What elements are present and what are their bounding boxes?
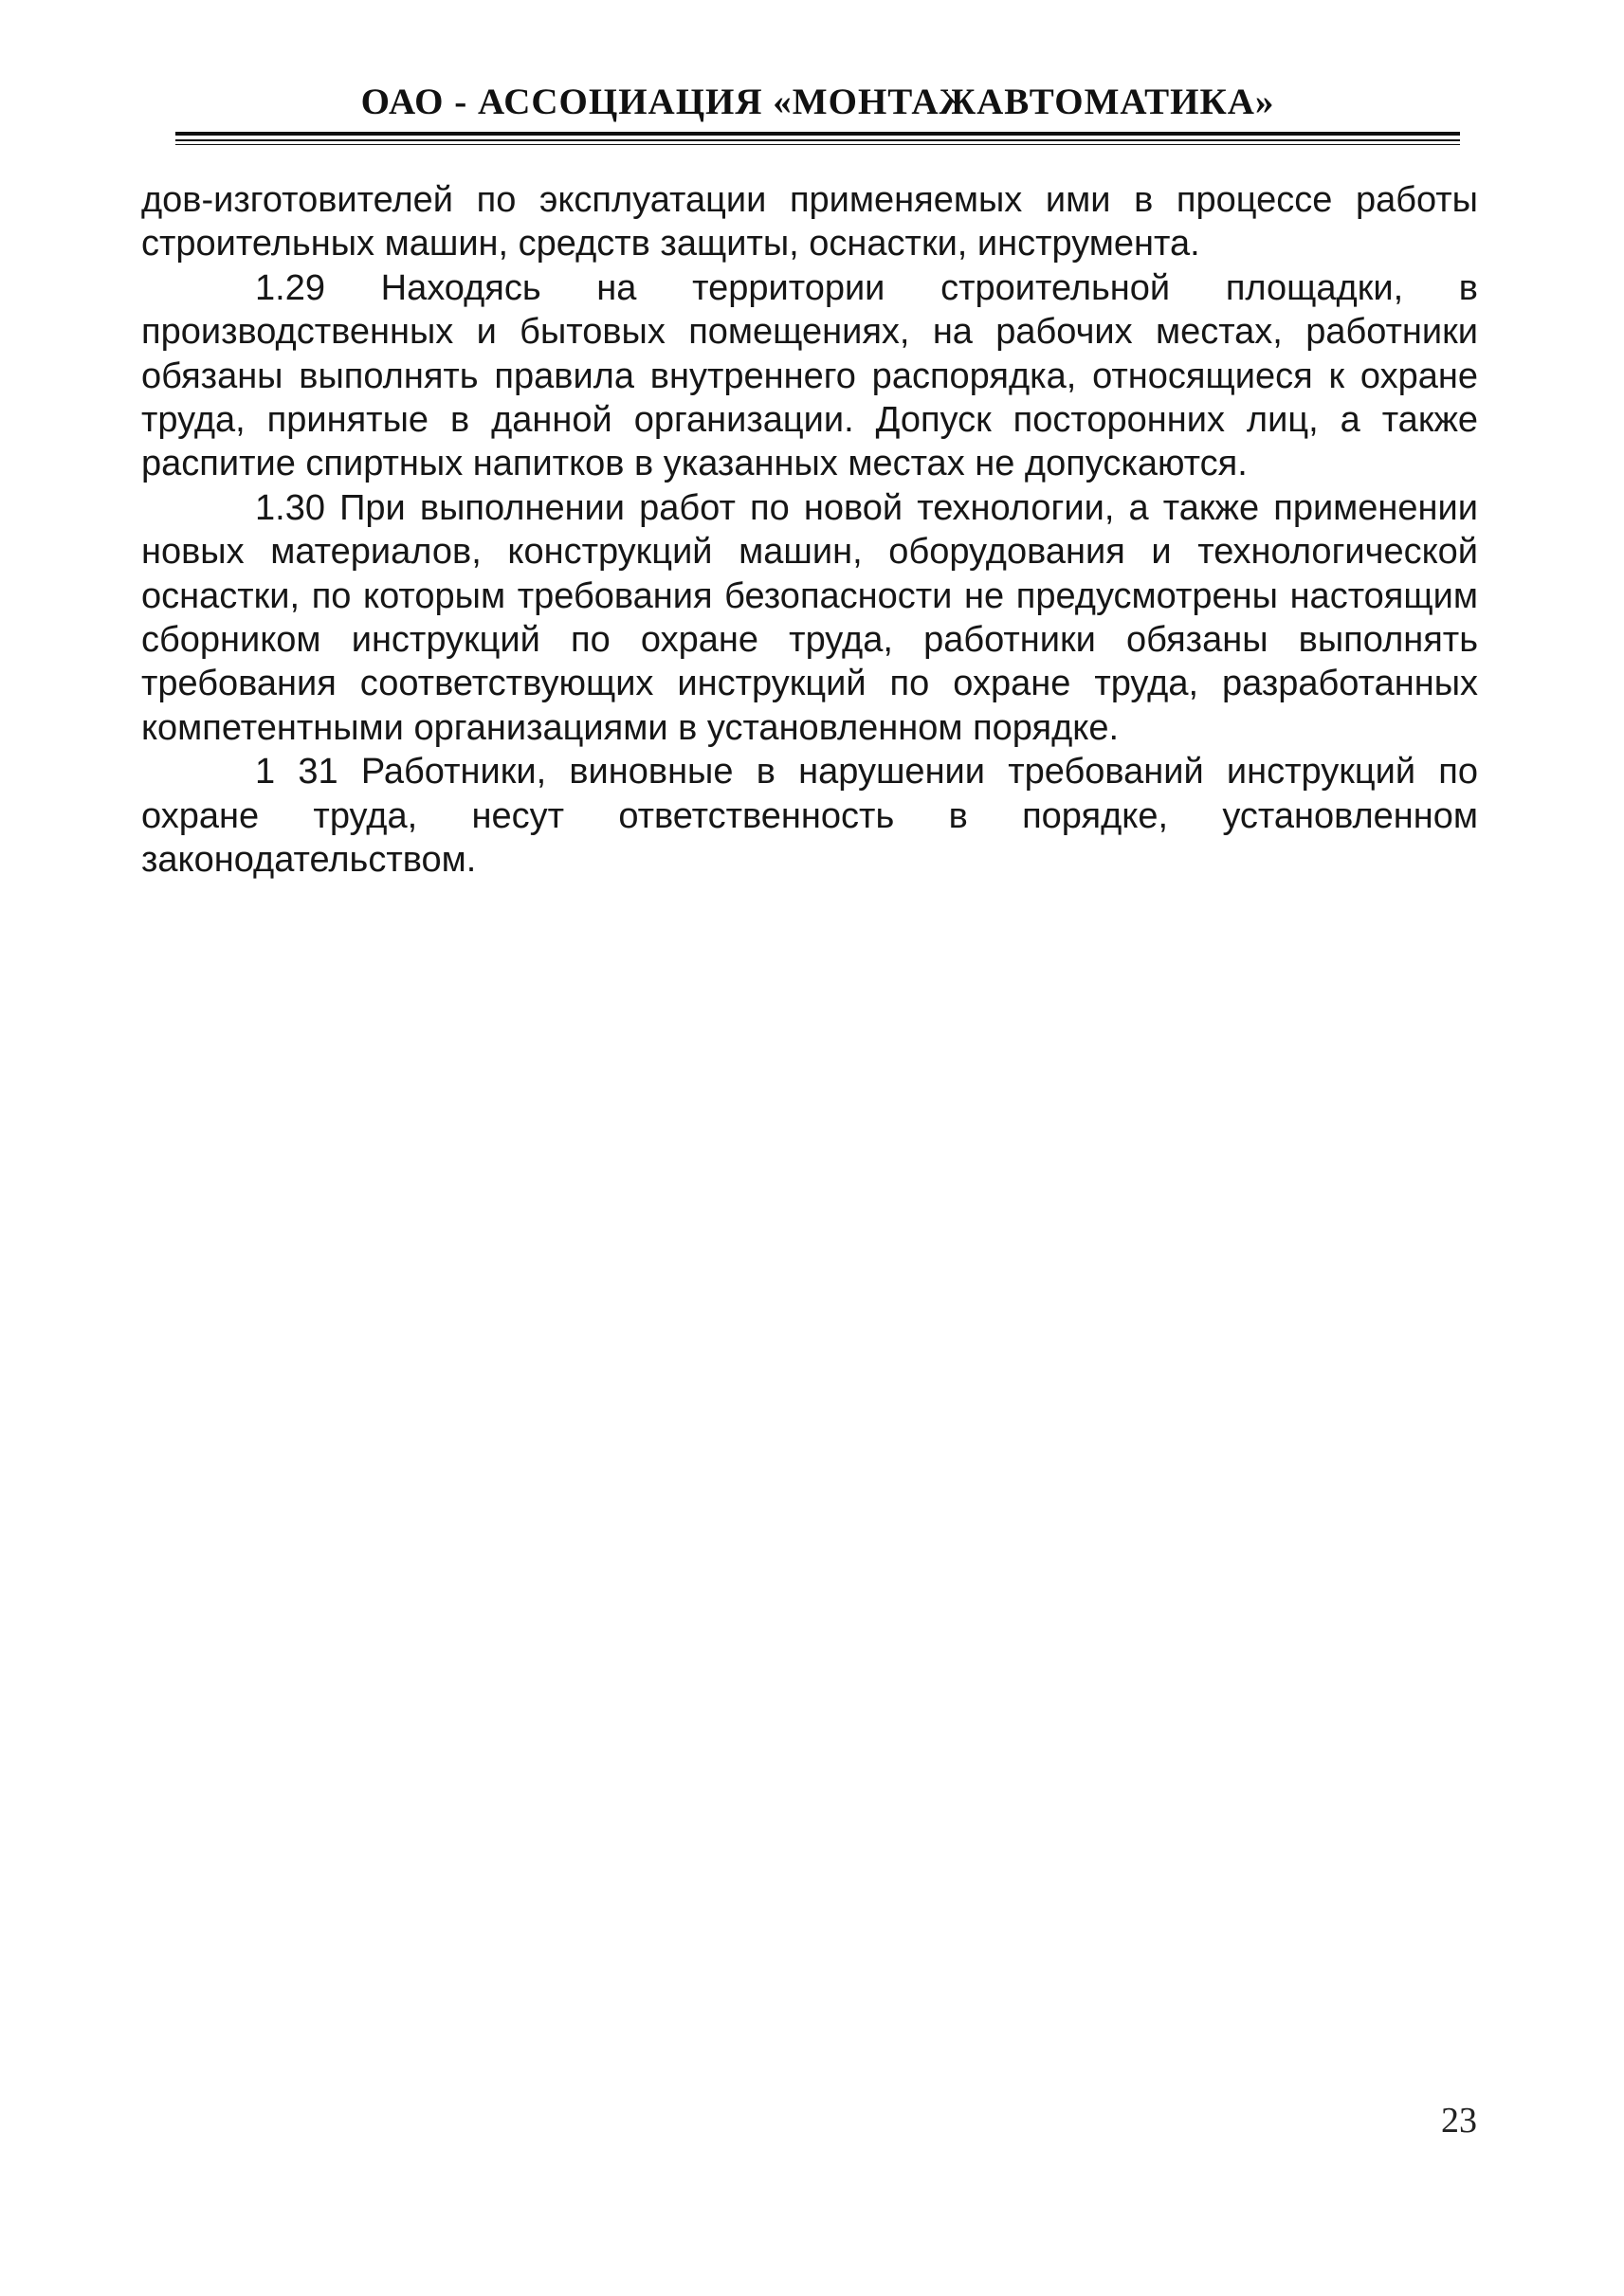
header-rule-thick	[175, 132, 1460, 136]
body-text	[141, 178, 1478, 883]
paragraph-1-30: 1.30 При выполнении работ по новой технологии, а также применении новых материалов, конструкций машин, оборудования и технологической оснастки, по которым требования безопасности не предусмотрены настоящим сборником инструкций по охране труда, работники обязаны выполнять требования соответствующих инструкций по охране труда, разработанных компетентными организациями в установленном порядке.	[141, 487, 1478, 748]
header-rule-thin	[175, 144, 1460, 145]
header-rule-middle	[175, 139, 1460, 141]
paragraph-1-31: 1 31 Работники, виновные в нарушении требований инструкций по охране труда, несут ответственность в порядке, установленном законодательством.	[141, 752, 1478, 881]
page-number: 23	[1441, 2101, 1477, 2141]
paragraph-1-29: 1.29 Находясь на территории строительной площадки, в производственных и бытовых помещениях, на рабочих местах, работники обязаны выполнять правила внутреннего распорядка, относящиеся к охране труда, принятые в данной организации. Допуск посторонних лиц, а также распитие спиртных напитков в указанных местах не допускаются.	[141, 267, 1478, 484]
paragraph-continuation: дов-изготовителей по эксплуатации применяемых ими в процессе работы строительных машин, средств защиты, оснастки, инструмента.	[141, 180, 1478, 264]
running-header: ОАО - АССОЦИАЦИЯ «МОНТАЖАВТОМАТИКА»	[360, 82, 1275, 122]
